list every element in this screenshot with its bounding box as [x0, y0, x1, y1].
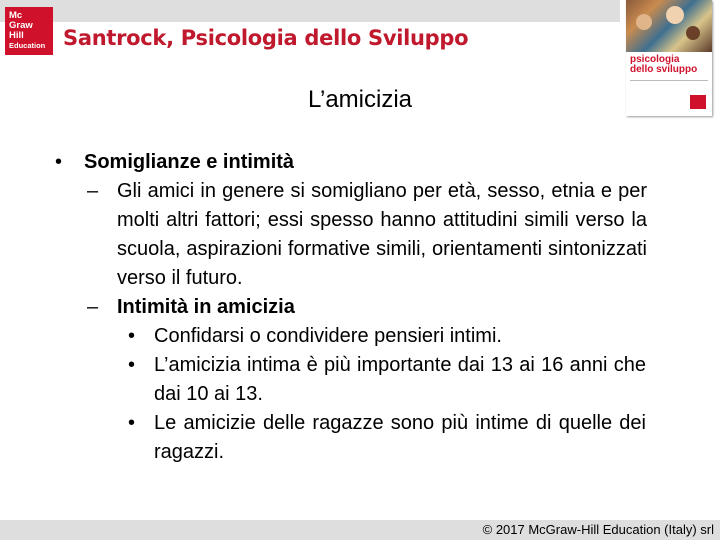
- cover-title-line2: dello sviluppo: [630, 64, 698, 75]
- cover-title: [630, 55, 697, 75]
- logo-line: Hill: [9, 30, 24, 41]
- dash-glyph: –: [87, 296, 99, 318]
- cover-title-line1: psicologia: [630, 54, 680, 65]
- bullet-text: L’amicizia intima è più importante dai 13 ai 16 anni che dai 10 ai 13.: [154, 354, 646, 405]
- bullet-text: Le amicizie delle ragazze sono più intime di quelle dei ragazzi.: [154, 412, 646, 463]
- bullet-glyph: •: [128, 325, 136, 347]
- bullet-text: Gli amici in genere si somigliano per età, sesso, etnia e per molti altri fattori; essi spesso hanno attitudini simili verso la scuola, aspirazioni formative simili, orientamenti sintonizzati verso il futuro.: [117, 180, 647, 289]
- book-title: Santrock, Psicologia dello Sviluppo: [63, 26, 469, 50]
- slide-title: L’amicizia: [307, 86, 413, 113]
- header-band: [0, 0, 720, 78]
- header-grey-bar: [0, 0, 620, 22]
- bullet-level2: [87, 293, 647, 322]
- bullet-level3: [128, 322, 646, 351]
- footer-bar: [0, 520, 720, 540]
- copyright-text: © 2017 McGraw-Hill Education (Italy) srl: [482, 522, 714, 537]
- logo-line: Graw: [9, 20, 33, 31]
- bullet-glyph: •: [128, 412, 136, 434]
- bullet-glyph: •: [55, 151, 63, 173]
- bullet-text: Confidarsi o condividere pensieri intimi.: [154, 325, 502, 347]
- bullet-level2: [87, 177, 647, 293]
- cover-photo: [626, 0, 712, 52]
- bullet-level3: [128, 409, 646, 467]
- bullet-level1: [55, 148, 655, 177]
- bullet-text: Intimità in amicizia: [117, 296, 295, 318]
- slide-content: [55, 148, 655, 467]
- logo-line: Mc: [9, 10, 23, 21]
- bullet-text: Somiglianze e intimità: [84, 151, 295, 173]
- dash-glyph: –: [87, 180, 99, 202]
- logo-line: Education: [9, 41, 46, 50]
- bullet-glyph: •: [128, 354, 136, 376]
- cover-rule: [630, 80, 708, 81]
- mcgraw-hill-logo: [5, 7, 53, 55]
- bullet-level3: [128, 351, 646, 409]
